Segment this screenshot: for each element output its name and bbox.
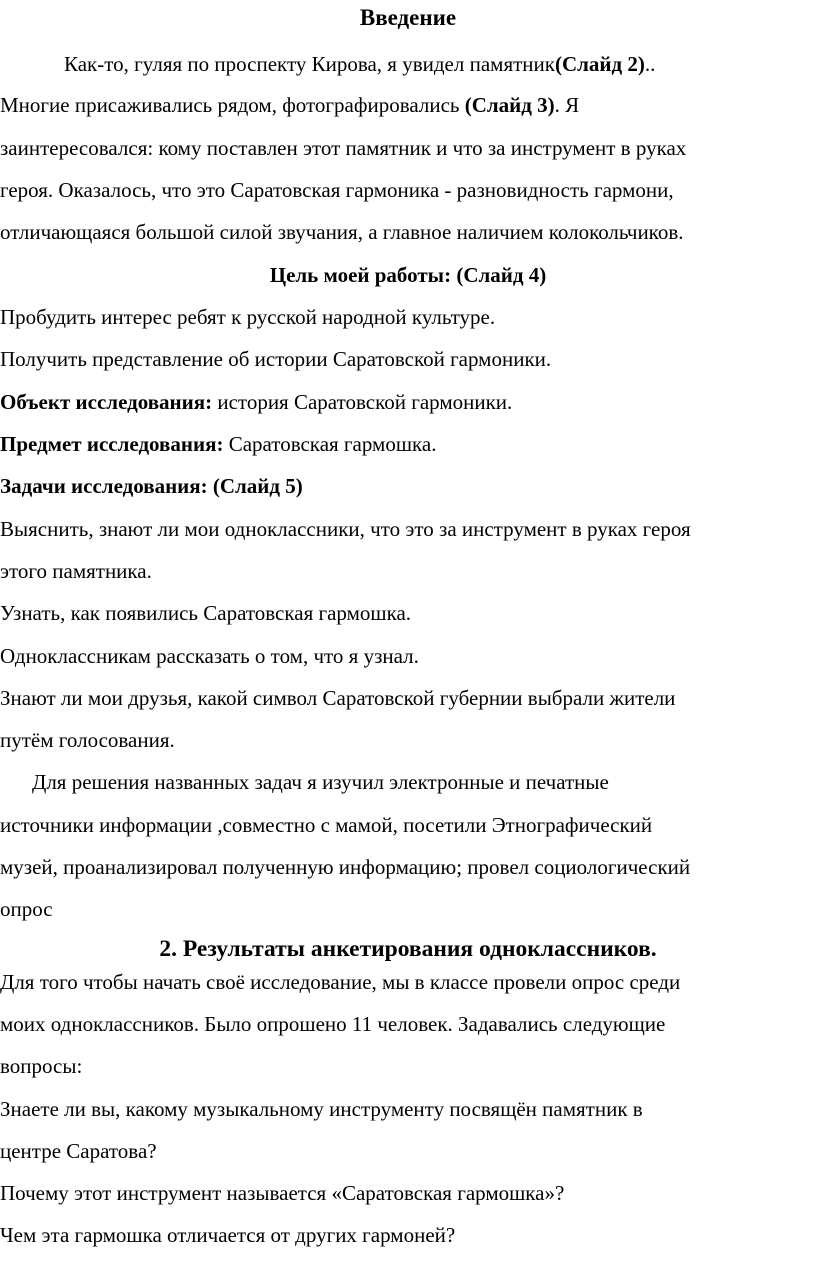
task-3: Одноклассникам рассказать о том, что я узнал. bbox=[0, 644, 419, 668]
goal-heading: Цель моей работы: (Слайд 4) bbox=[269, 263, 547, 287]
research-object bbox=[0, 388, 816, 416]
intro-tail: . Я bbox=[554, 93, 580, 117]
goal-item-2: Получить представление об истории Саратовской гармоники. bbox=[0, 347, 552, 371]
research-object-text: история Саратовской гармоники. bbox=[212, 390, 513, 414]
research-subject bbox=[0, 430, 816, 458]
task-4-line-2: путём голосования. bbox=[0, 728, 175, 752]
question-1-line-1: Знаете ли вы, какому музыкальному инструменту посвящён памятник в bbox=[0, 1097, 643, 1121]
intro-tail: .. bbox=[644, 52, 656, 76]
methods-line-4: опрос bbox=[0, 897, 53, 921]
section-2-line-3: вопросы: bbox=[0, 1054, 83, 1078]
task-2: Узнать, как появились Саратовская гармошка. bbox=[0, 601, 412, 625]
intro-line-3: заинтересовался: кому поставлен этот памятник и что за инструмент в руках bbox=[0, 136, 687, 160]
question-3: Чем эта гармошка отличается от других гармоней? bbox=[0, 1223, 456, 1247]
question-2: Почему этот инструмент называется «Саратовская гармошка»? bbox=[0, 1181, 565, 1205]
goal-item-1: Пробудить интерес ребят к русской народной культуре. bbox=[0, 305, 496, 329]
task-4-line-1: Знают ли мои друзья, какой символ Саратовской губернии выбрали жители bbox=[0, 686, 676, 710]
slide-ref-2: (Слайд 2) bbox=[554, 52, 645, 76]
intro-line-4: героя. Оказалось, что это Саратовская гармоника - разновидность гармони, bbox=[0, 178, 674, 202]
task-1-line-2: этого памятника. bbox=[0, 559, 152, 583]
research-subject-label: Предмет исследования: bbox=[0, 432, 224, 456]
methods-line-3: музей, проанализировал полученную информацию; провел социологический bbox=[0, 855, 691, 879]
question-1-line-2: центре Саратова? bbox=[0, 1139, 157, 1163]
page-title: Введение bbox=[359, 5, 457, 30]
intro-text: Многие присаживались рядом, фотографировались bbox=[0, 93, 465, 117]
section-2-line-2: моих одноклассников. Было опрошено 11 человек. Задавались следующие bbox=[0, 1012, 666, 1036]
section-2-heading: 2. Результаты анкетирования одноклассников. bbox=[159, 936, 657, 962]
intro-line-2 bbox=[0, 91, 816, 119]
intro-line-1 bbox=[0, 50, 816, 78]
intro-line-5: отличающаяся большой силой звучания, а главное наличием колокольчиков. bbox=[0, 220, 684, 244]
methods-line-1: Для решения названных задач я изучил электронные и печатные bbox=[32, 770, 609, 794]
slide-ref-3: (Слайд 3) bbox=[464, 93, 555, 117]
research-subject-text: Саратовская гармошка. bbox=[223, 432, 437, 456]
methods-line-2: источники информации ,совместно с мамой, посетили Этнографический bbox=[0, 813, 653, 837]
intro-text: Как-то, гуляя по проспекту Кирова, я увидел памятник bbox=[64, 52, 555, 76]
tasks-heading: Задачи исследования: (Слайд 5) bbox=[0, 474, 303, 498]
task-1-line-1: Выяснить, знают ли мои одноклассники, что это за инструмент в руках героя bbox=[0, 517, 691, 541]
research-object-label: Объект исследования: bbox=[0, 390, 213, 414]
section-2-line-1: Для того чтобы начать своё исследование, мы в классе провели опрос среди bbox=[0, 970, 681, 994]
